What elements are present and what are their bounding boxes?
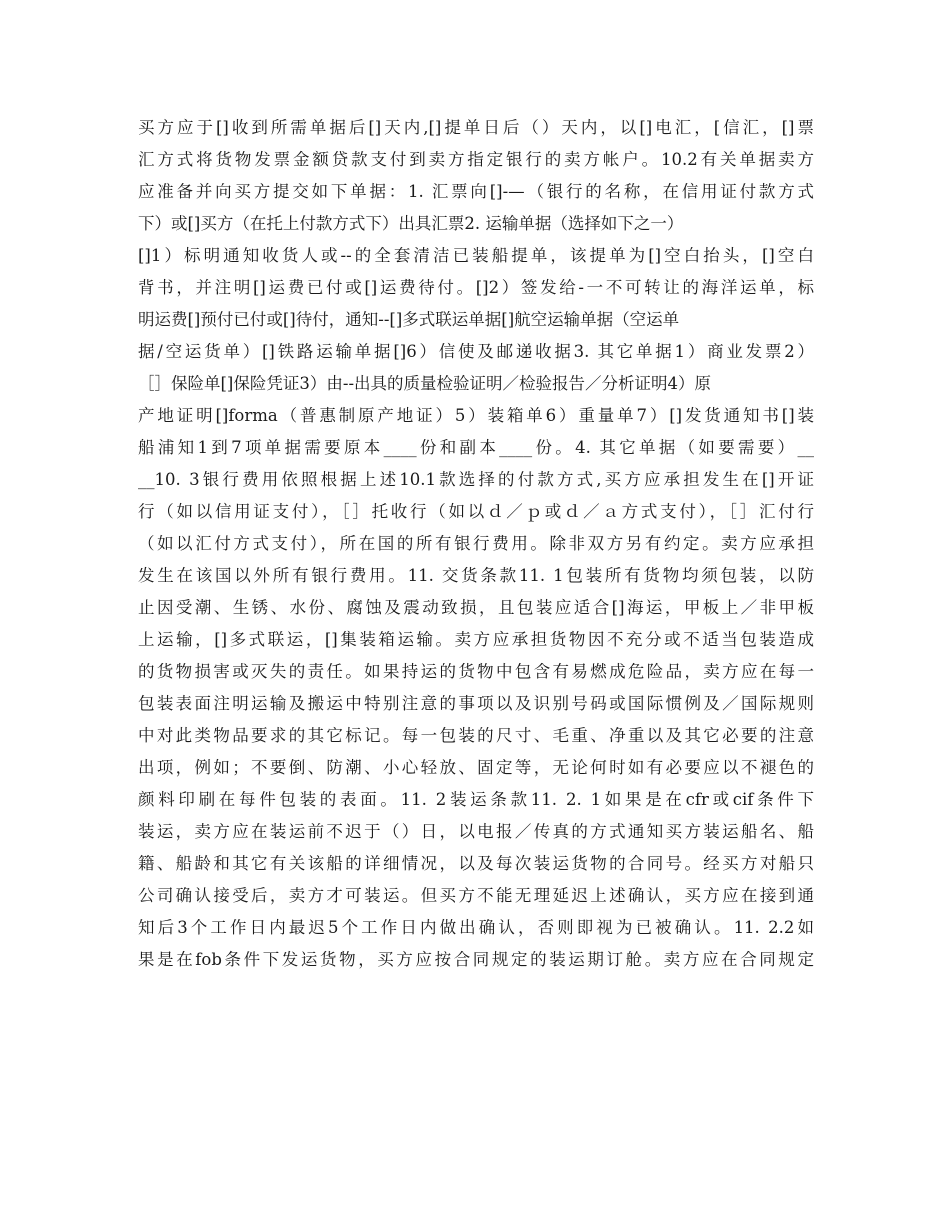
text-line-6: 背书，并注明[]运费已付或[]运费待付。[]2）签发给-一不可转让的海洋运单，标 xyxy=(138,278,814,297)
text-line-9: ［］保险单[]保险凭证3）由--出具的质量检验证明／检验报告／分析证明4）原 xyxy=(138,374,712,393)
text-line-7: 明运费[]预付已付或[]待付，通知--[]多式联运单据[]航空运输单据（空运单 xyxy=(138,310,680,329)
text-line-10: 产地证明[]forma（普惠制原产地证）5）装箱单6）重量单7）[]发货通知书[]装 xyxy=(138,406,814,425)
text-line-3: 应准备并向买方提交如下单据：1. 汇票向[]-—（银行的名称，在信用证付款方式 xyxy=(138,182,814,201)
text-line-21: 出项，例如；不要倒、防潮、小心轻放、固定等，无论何时如有必要应以不褪色的 xyxy=(138,758,814,777)
text-line-2: 汇方式将货物发票金额贷款支付到卖方指定银行的卖方帐户。10.2有关单据卖方 xyxy=(138,150,814,169)
text-line-12: __10. 3银行费用依照根据上述10.1款选择的付款方式,买方应承担发生在[]开证 xyxy=(138,470,814,489)
text-line-26: 知后3个工作日内最迟5个工作日内做出确认，否则即视为已被确认。11. 2.2如 xyxy=(138,918,814,937)
text-line-13: 行（如以信用证支付），［］托收行（如以ｄ／ｐ或ｄ／ａ方式支付），［］汇付行 xyxy=(138,502,814,521)
text-line-15: 发生在该国以外所有银行费用。11. 交货条款11. 1包装所有货物均须包装，以防 xyxy=(138,566,814,585)
text-line-8: 据/空运货单）[]铁路运输单据[]6）信使及邮递收据3. 其它单据1）商业发票2） xyxy=(138,342,814,361)
text-line-4: 下）或[]买方（在托上付款方式下）出具汇票2. 运输单据（选择如下之一） xyxy=(138,214,684,233)
text-line-19: 包装表面注明运输及搬运中特别注意的事项以及识别号码或国际惯例及／国际规则 xyxy=(138,694,814,713)
text-line-25: 公司确认接受后，卖方才可装运。但买方不能无理延迟上述确认，买方应在接到通 xyxy=(138,886,814,905)
text-line-16: 止因受潮、生锈、水份、腐蚀及震动致损，且包装应适合[]海运，甲板上／非甲板 xyxy=(138,598,814,617)
text-line-27: 果是在fob条件下发运货物，买方应按合同规定的装运期订舱。卖方应在合同规定 xyxy=(138,950,814,969)
text-line-14: （如以汇付方式支付），所在国的所有银行费用。除非双方另有约定。卖方应承担 xyxy=(138,534,814,553)
text-line-5: []1）标明通知收货人或--的全套清洁已装船提单，该提单为[]空白抬头，[]空白 xyxy=(138,246,814,265)
text-line-24: 籍、船龄和其它有关该船的详细情况，以及每次装运货物的合同号。经买方对船只 xyxy=(138,854,814,873)
text-line-20: 中对此类物品要求的其它标记。每一包装的尺寸、毛重、净重以及其它必要的注意 xyxy=(138,726,814,745)
text-line-11: 船浦知1到7项单据需要原本____份和副本____份。4. 其它单据（如要需要）__ xyxy=(138,438,814,457)
text-line-18: 的货物损害或灭失的责任。如果持运的货物中包含有易燃成危险品，卖方应在每一 xyxy=(138,662,814,681)
text-line-17: 上运输，[]多式联运，[]集装箱运输。卖方应承担货物因不充分或不适当包装造成 xyxy=(138,630,814,649)
document-body xyxy=(138,112,814,976)
text-line-22: 颜料印刷在每件包装的表面。11. 2装运条款11. 2. 1如果是在cfr或cif条件下 xyxy=(138,790,814,809)
text-line-1: 买方应于[]收到所需单据后[]天内,[]提单日后（）天内，以[]电汇，[信汇，[]票 xyxy=(138,118,814,137)
text-line-23: 装运，卖方应在装运前不迟于（）日，以电报／传真的方式通知买方装运船名、船 xyxy=(138,822,814,841)
